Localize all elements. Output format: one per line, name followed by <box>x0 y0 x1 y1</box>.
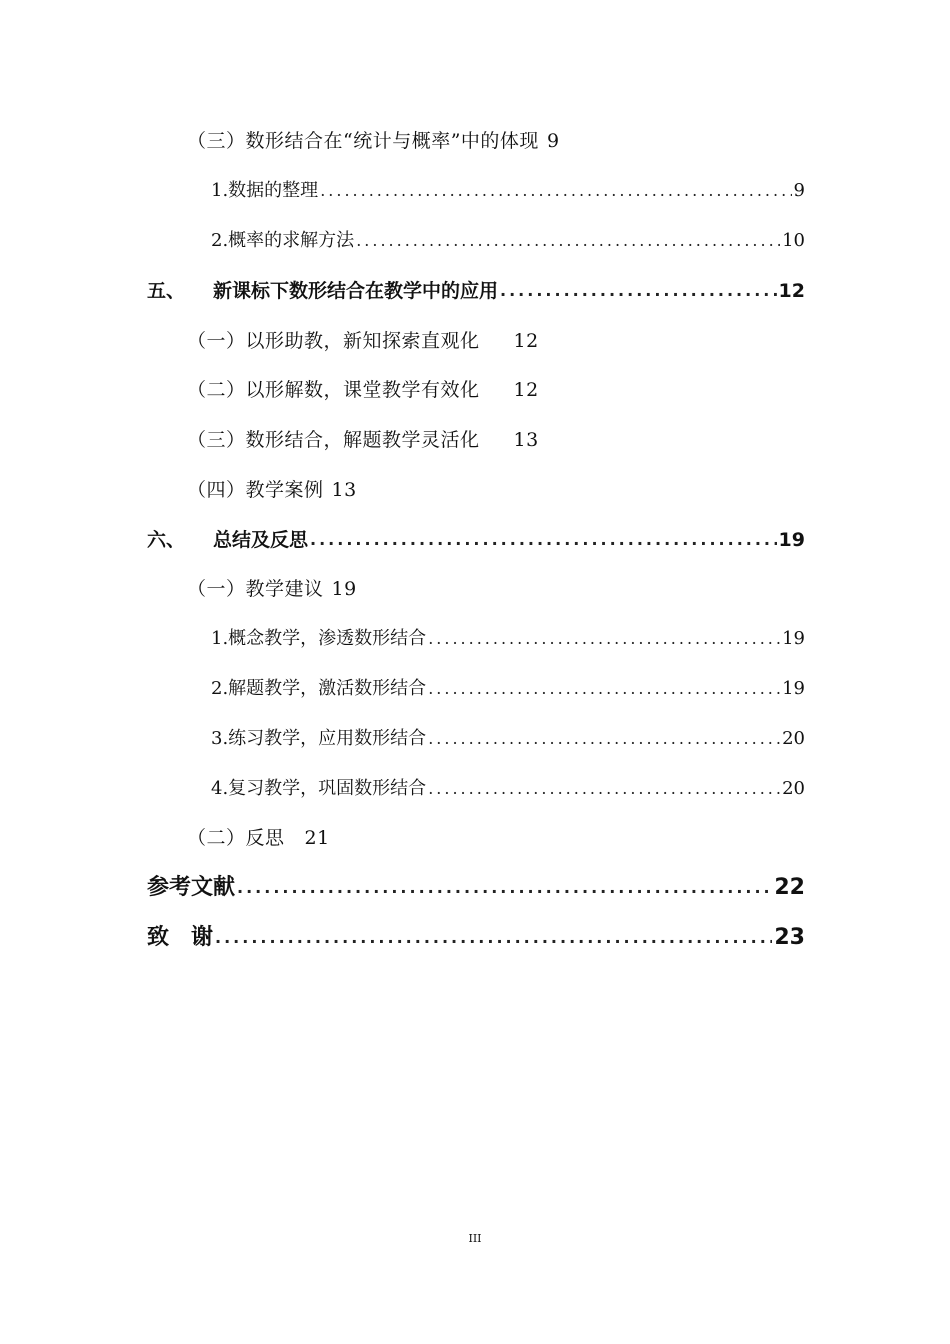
toc-entry-page: 13 <box>513 429 539 451</box>
toc-entry-page: 19 <box>782 628 805 649</box>
toc-entry-title: （一）教学建议 <box>187 578 324 600</box>
toc-entry-page: 20 <box>782 728 805 749</box>
toc-entry-title: 1.数据的整理 <box>211 180 319 201</box>
toc-entry-page: 12 <box>778 280 805 302</box>
toc-chapter-number: 五、 <box>147 280 186 302</box>
toc-entry[interactable] <box>187 375 539 405</box>
toc-entry-page: 23 <box>774 925 805 950</box>
toc-entry-title: （三）数形结合在“统计与概率”中的体现 <box>187 130 539 152</box>
toc-references-entry[interactable] <box>147 873 805 903</box>
toc-entry-page: 19 <box>782 678 805 699</box>
dot-leader <box>320 176 791 206</box>
toc-entry[interactable] <box>211 176 805 206</box>
toc-entry-title: 4.复习教学，巩固数形结合 <box>211 778 427 799</box>
toc-acknowledgements-entry[interactable] <box>147 923 805 953</box>
toc-entry-title: 总结及反思 <box>213 529 309 551</box>
toc-entry-title: （二）反思 <box>187 827 285 849</box>
toc-entry-title: 1.概念教学，渗透数形结合 <box>211 628 427 649</box>
toc-entry[interactable] <box>187 326 539 356</box>
toc-entry[interactable] <box>211 226 805 256</box>
toc-entry-page: 19 <box>331 578 357 600</box>
toc-entry-title: 新课标下数形结合在教学中的应用 <box>213 280 499 302</box>
toc-entry-title: （三）数形结合，解题教学灵活化 <box>187 429 480 451</box>
toc-entry-title: 参考文献 <box>147 875 236 900</box>
toc-entry-title: 2.解题教学，激活数形结合 <box>211 678 427 699</box>
toc-entry-title: 3.练习教学，应用数形结合 <box>211 728 427 749</box>
toc-entry[interactable] <box>187 823 330 853</box>
dot-leader <box>428 774 780 804</box>
toc-entry-title: （四）教学案例 <box>187 479 324 501</box>
toc-entry[interactable] <box>187 126 560 156</box>
toc-entry-title: 致 谢 <box>147 925 214 950</box>
toc-entry-page: 22 <box>774 875 805 900</box>
toc-entry[interactable] <box>211 624 805 654</box>
toc-entry[interactable] <box>187 574 357 604</box>
dot-leader <box>428 724 780 754</box>
dot-leader <box>428 624 780 654</box>
toc-entry[interactable] <box>211 674 805 704</box>
toc-entry[interactable] <box>211 724 805 754</box>
toc-entry[interactable] <box>187 475 357 505</box>
toc-chapter-number: 六、 <box>147 529 186 551</box>
toc-chapter-entry[interactable] <box>147 276 805 306</box>
toc-chapter-entry[interactable] <box>147 525 805 555</box>
toc-entry-page: 13 <box>331 479 357 501</box>
toc-entry-page: 20 <box>782 778 805 799</box>
toc-entry[interactable] <box>211 774 805 804</box>
dot-leader <box>237 873 772 903</box>
dot-leader <box>356 226 780 256</box>
dot-leader <box>428 674 780 704</box>
page-number: III <box>468 1232 482 1245</box>
toc-entry-title: （一）以形助教，新知探索直观化 <box>187 330 480 352</box>
dot-leader <box>215 923 772 953</box>
toc-entry[interactable] <box>187 425 539 455</box>
toc-entry-page: 19 <box>778 529 805 551</box>
toc-entry-page: 12 <box>513 379 539 401</box>
toc-entry-page: 10 <box>782 230 805 251</box>
toc-entry-title: 2.概率的求解方法 <box>211 230 355 251</box>
dot-leader <box>310 525 777 555</box>
toc-entry-page: 9 <box>546 130 560 152</box>
toc-entry-page: 9 <box>793 180 805 201</box>
dot-leader <box>500 276 777 306</box>
toc-entry-page: 12 <box>513 330 539 352</box>
toc-entry-page: 21 <box>304 827 330 849</box>
toc-entry-title: （二）以形解数，课堂教学有效化 <box>187 379 480 401</box>
